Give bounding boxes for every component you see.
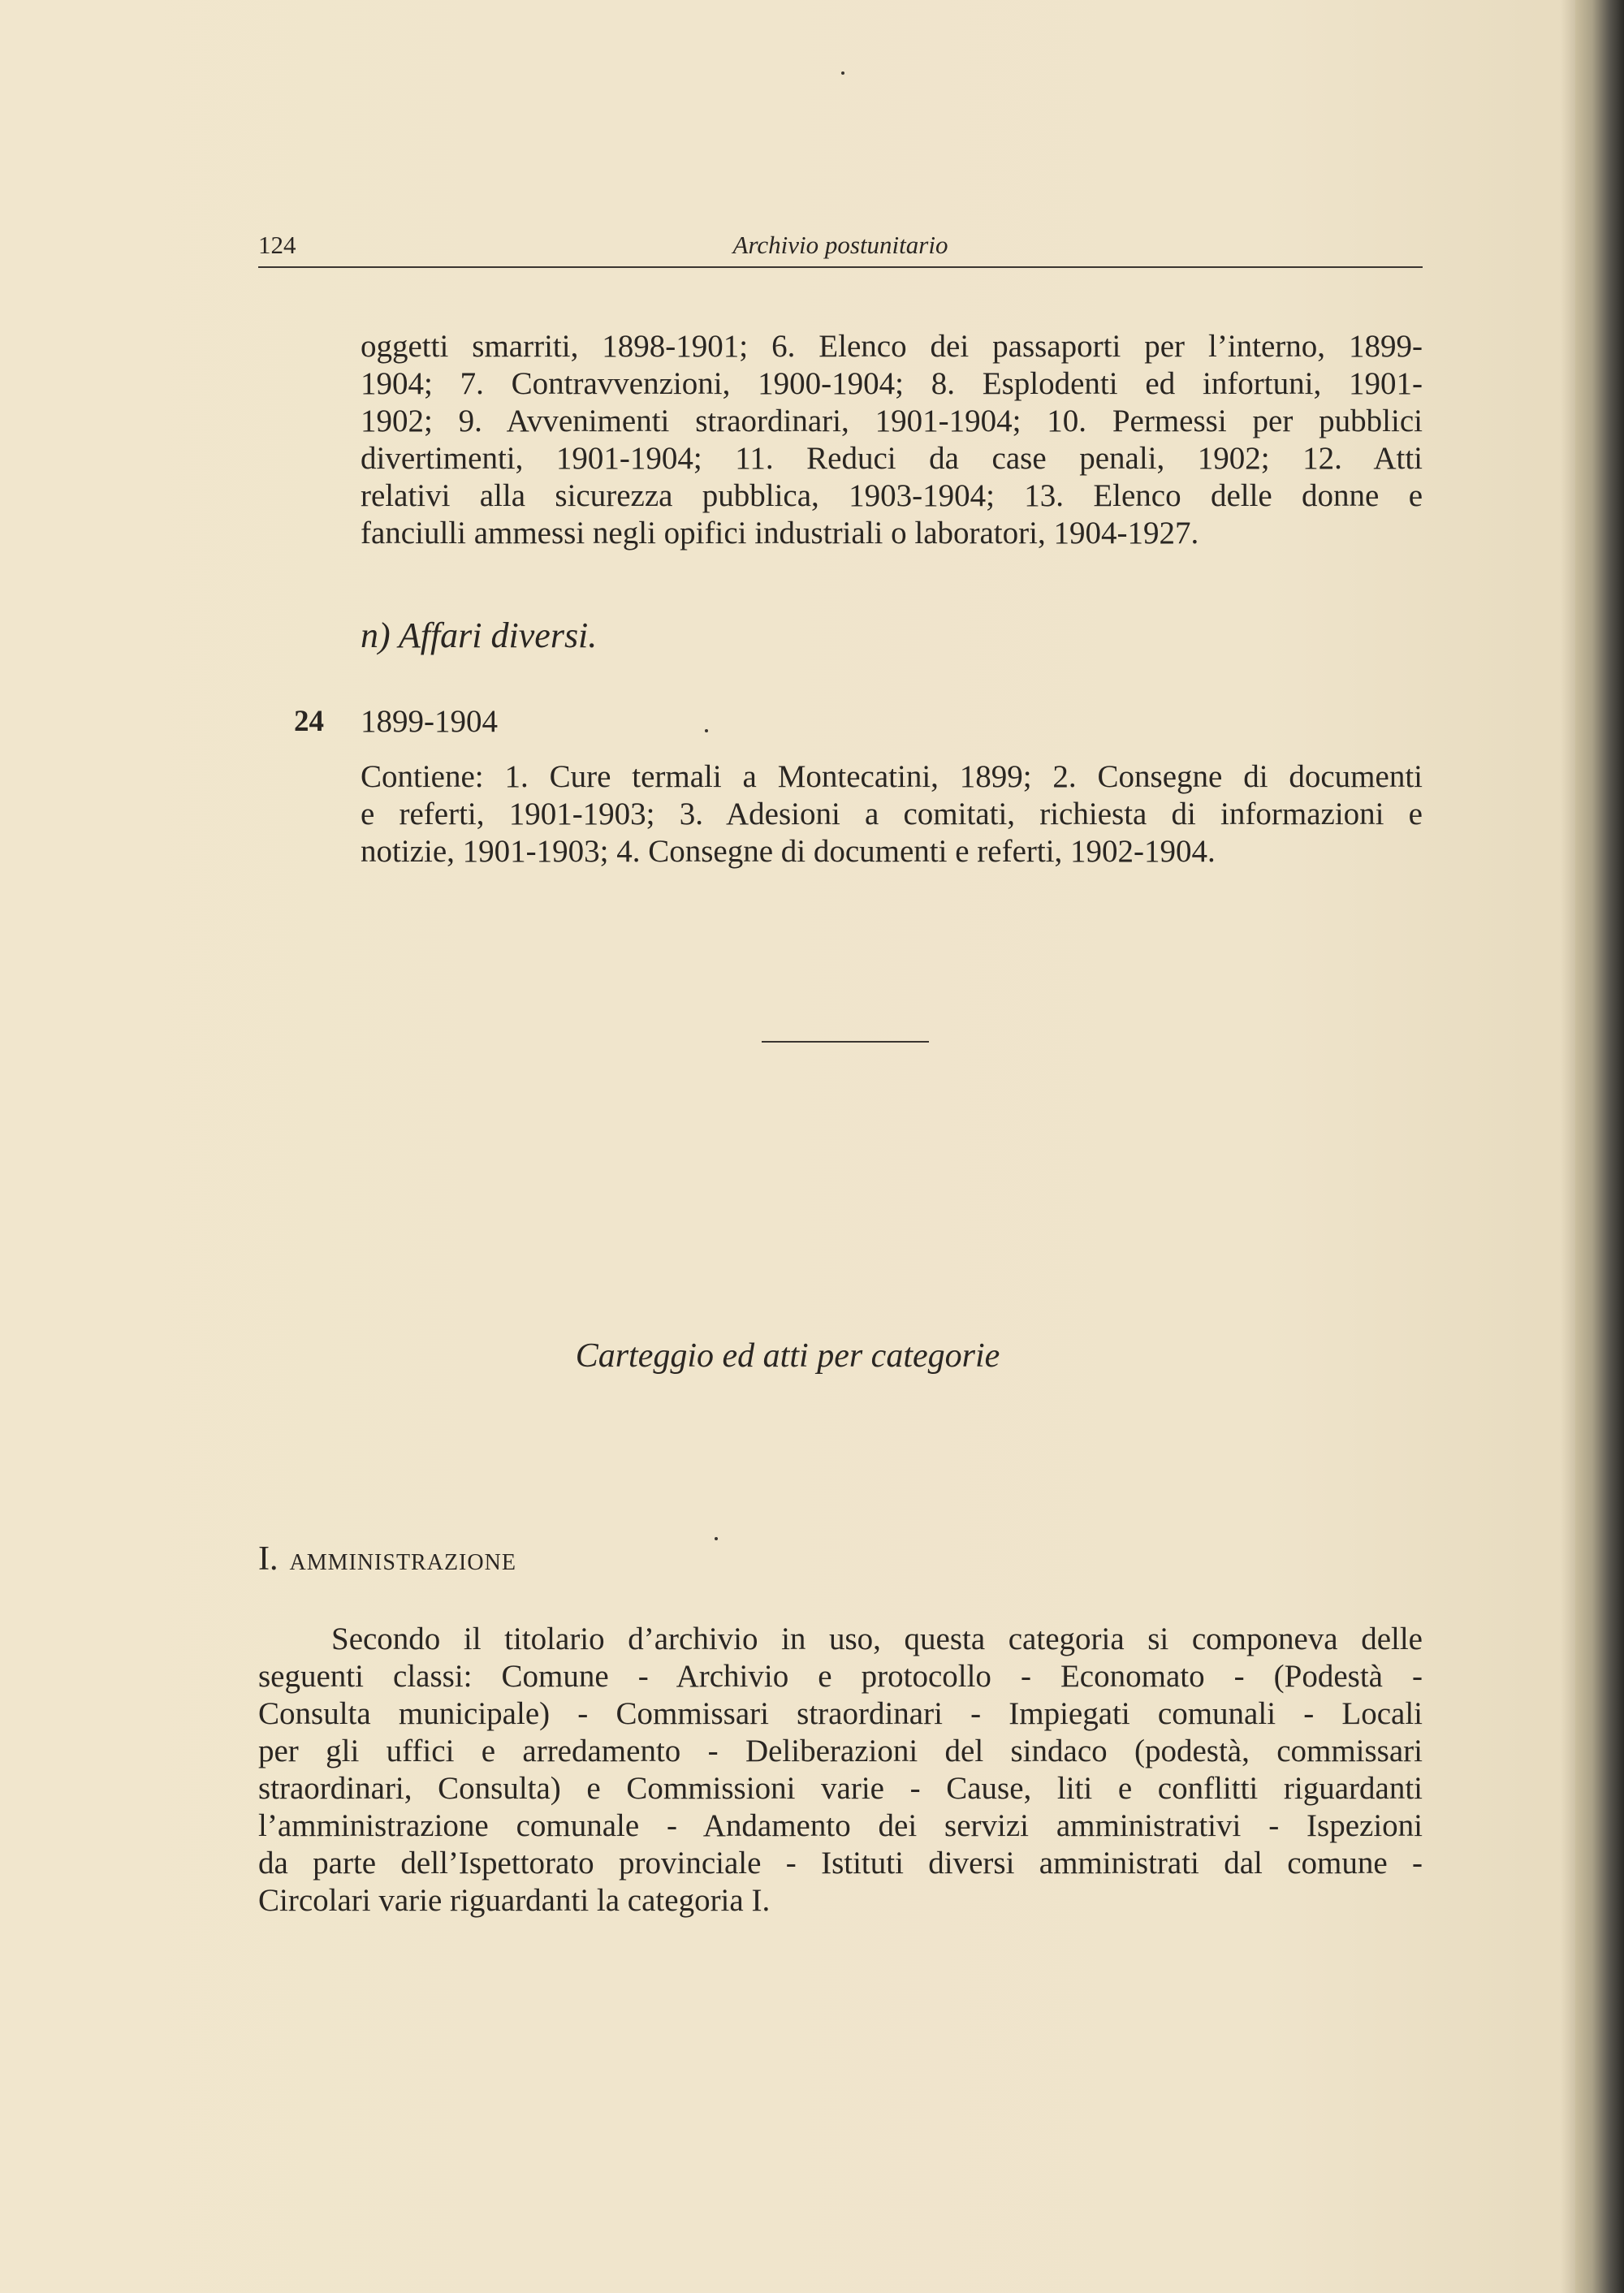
text-line: e referti, 1901-1903; 3. Adesioni a comitati, richiesta di informazioni e (361, 797, 1423, 831)
category-description (258, 1621, 1423, 1919)
text-line: oggetti smarriti, 1898-1901; 6. Elenco dei passaporti per l’interno, 1899- (361, 329, 1423, 364)
text-line: 1902; 9. Avvenimenti straordinari, 1901-1904; 10. Permessi per pubblici (361, 404, 1423, 438)
continuation-paragraph (361, 328, 1423, 552)
section-title: Carteggio ed atti per categorie (575, 1337, 1000, 1375)
page-number: 124 (258, 231, 296, 259)
text-line: Consulta municipale) - Commissari straordinari - Impiegati comunali - Locali (258, 1696, 1423, 1731)
category-heading (258, 1539, 516, 1583)
running-title: Archivio postunitario (732, 231, 948, 259)
text-line: relativi alla sicurezza pubblica, 1903-1904; 13. Elenco delle donne e (361, 478, 1423, 513)
unit-number: 24 (294, 705, 324, 738)
category-name: AMMINISTRAZIONE (289, 1550, 516, 1575)
text-line: notizie, 1901-1903; 4. Consegne di documenti e referti, 1902-1904. (361, 834, 1216, 869)
text-line: fanciulli ammessi negli opifici industriali o laboratori, 1904-1927. (361, 516, 1199, 551)
text-line: seguenti classi: Comune - Archivio e protocollo - Economato - (Podestà - (258, 1659, 1423, 1694)
text-line: per gli uffici e arredamento - Deliberazioni del sindaco (podestà, commissari (258, 1734, 1423, 1768)
text-line: 1904; 7. Contravvenzioni, 1900-1904; 8. Esplodenti ed infortuni, 1901- (361, 366, 1423, 401)
paper-speck (841, 71, 844, 75)
text-line: Contiene: 1. Cure termali a Montecatini, 1899; 2. Consegne di documenti (361, 759, 1423, 794)
text-line: Secondo il titolario d’archivio in uso, questa categoria si componeva delle (331, 1622, 1423, 1656)
paper-speck (715, 1537, 718, 1540)
text-line: divertimenti, 1901-1904; 11. Reduci da case penali, 1902; 12. Atti (361, 441, 1423, 476)
text-line: da parte dell’Ispettorato provinciale - Istituti diversi amministrati dal comune - (258, 1846, 1423, 1881)
text-line: Circolari varie riguardanti la categoria I. (258, 1883, 771, 1918)
page-gutter-shadow (1561, 0, 1575, 2293)
category-numeral: I. (258, 1540, 279, 1578)
section-divider (762, 1041, 929, 1043)
subsection-title: n) Affari diversi. (361, 615, 598, 655)
text-line: straordinari, Consulta) e Commissioni varie - Cause, liti e conflitti riguardanti (258, 1771, 1423, 1806)
book-spine (1575, 0, 1624, 2293)
running-header (258, 229, 1423, 268)
paper-speck (705, 729, 708, 732)
unit-contents (361, 758, 1423, 870)
text-line: l’amministrazione comunale - Andamento dei servizi amministrativi - Ispezioni (258, 1808, 1423, 1843)
unit-date: 1899-1904 (361, 704, 498, 739)
